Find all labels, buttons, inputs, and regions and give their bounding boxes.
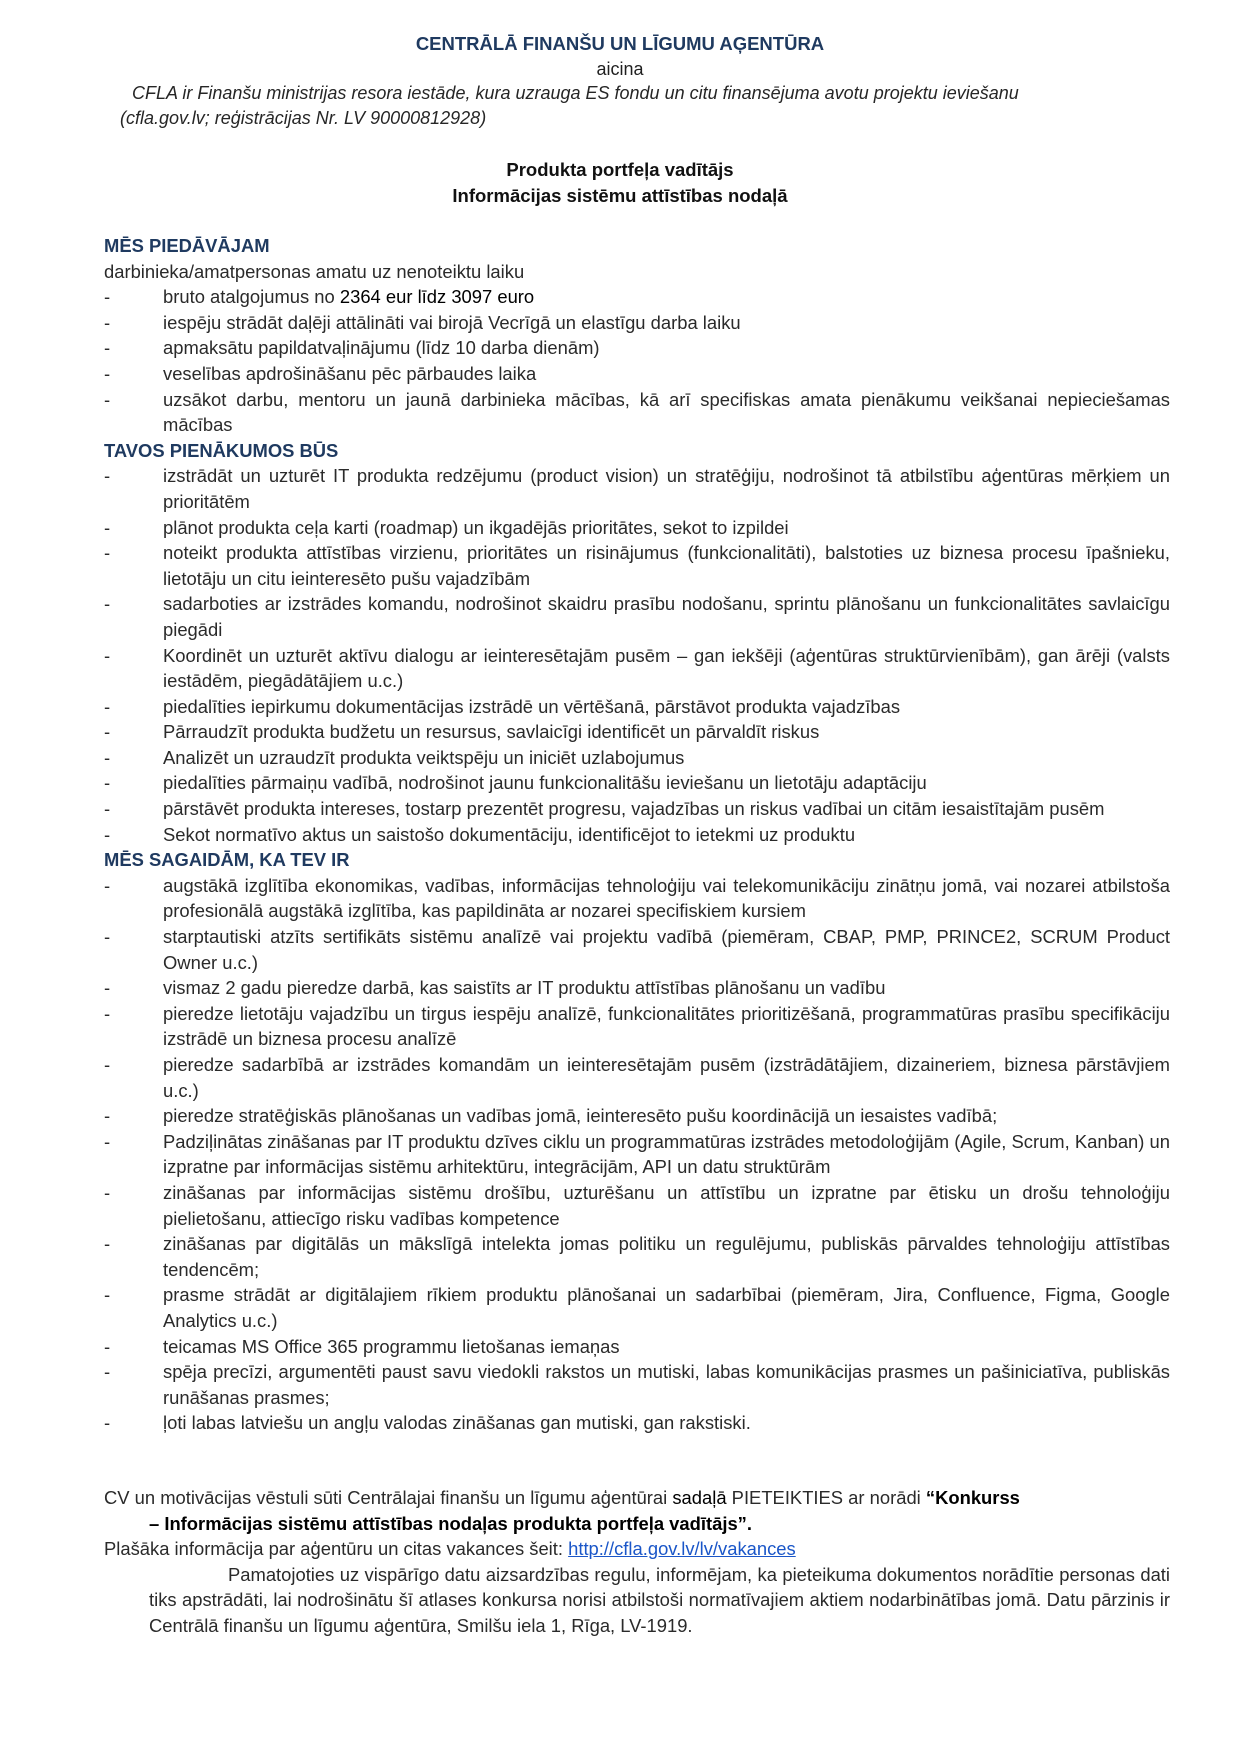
list-dash: - [104,311,111,333]
privacy-notice: Pamatojoties uz vispārīgo datu aizsardzības regulu, informējam, ka pieteikuma dokumentos norādītie personas dati tiks apstrādāti, lai nodrošinātu šī atlases konkursa norisi atbilstoši normatīvajiem aktiem nodarbinātības jomā. Datu pārzinis ir Centrālā finanšu un līgumu aģentūra, Smilšu iela 1, Rīga, LV-1919. [149,1563,1170,1636]
offer-item-text: uzsākot darbu, mentoru un jaunā darbinieka mācības, kā arī specifiskas amata pienākumu veikšanai nepieciešamas mācības [163,388,1170,436]
requirement-item [104,924,1170,975]
requirement-item-text: Padziļinātas zināšanas par IT produktu dzīves ciklu un programmatūras izstrādes metodoloģijām (Agile, Scrum, Kanban) un izpratne par informācijas sistēmu arhitektūru, integrācijām, API un datu struktūrām [163,1130,1170,1178]
requirement-item [104,1103,1170,1129]
requirement-item [104,1410,1170,1436]
list-dash: - [104,644,111,666]
more-info-text: Plašāka informācija par aģentūru un citas vakances šeit: [104,1538,569,1560]
duty-item [104,822,1170,848]
offer-heading: MĒS PIEDĀVĀJAM [104,235,270,256]
requirements-heading: MĒS SAGAIDĀM, KA TEV IR [104,849,350,871]
requirements-list [104,873,1170,1436]
list-dash: - [104,746,111,768]
duty-item [104,540,1170,591]
offer-item-text: apmaksātu papildatvaļinājumu (līdz 10 darba dienām) [163,337,600,359]
requirement-item-text: ļoti labas latviešu un angļu valodas zināšanas gan mutiski, gan rakstiski. [163,1412,751,1434]
list-dash: - [104,1105,111,1127]
requirement-item-text: vismaz 2 gadu pieredze darbā, kas saistīts ar IT produktu attīstības plānošanu un vadību [163,977,886,999]
requirement-item-text: pieredze sadarbībā ar izstrādes komandām un ieinteresētajām pusēm (izstrādātājiem, dizaineriem, biznesa pārstāvjiem u.c.) [163,1054,1170,1101]
requirement-item-text: prasme strādāt ar digitālajiem rīkiem produktu plānošanai un sadarbībai (piemēram, Jira, Confluence, Figma, Google Analytics u.c.) [163,1284,1170,1331]
list-dash: - [104,798,111,820]
list-dash: - [104,1002,111,1024]
duties-list [104,463,1170,847]
apply-quote-end: – Informācijas sistēmu attīstības nodaļas produkta portfeļa vadītājs”. [149,1512,752,1534]
requirement-item [104,1231,1170,1282]
duty-item-text: piedalīties pārmaiņu vadībā, nodrošinot jaunu funkcionalitāšu ieviešanu un lietotāju adaptāciju [163,772,927,794]
list-dash: - [104,721,111,743]
organization-name: CENTRĀLĀ FINANŠU UN LĪGUMU AĢENTŪRA [415,33,825,54]
list-dash: - [104,1181,111,1203]
document-footer [104,1485,1170,1639]
apply-quote-line [104,1511,1170,1537]
duty-item-text: Pārraudzīt produkta budžetu un resursus, savlaicīgi identificēt un pārvaldīt riskus [163,721,820,743]
apply-instructions [104,1485,1170,1511]
list-dash: - [104,1233,111,1255]
duty-item [104,719,1170,745]
list-dash: - [104,695,111,717]
organization-description [120,81,1120,131]
requirement-item-text: teicamas MS Office 365 programmu lietošanas iemaņas [163,1335,620,1357]
invites-text: aicina [596,59,644,79]
list-dash: - [104,1361,111,1383]
apply-text-2: PIETEIKTIES ar norādi [726,1487,926,1508]
duty-item-text: Sekot normatīvo aktus un saistošo dokumentāciju, identificējot to ietekmi uz produktu [163,823,856,845]
duty-item [104,796,1170,822]
list-dash: - [104,465,111,487]
requirement-item-text: augstākā izglītība ekonomikas, vadības, informācijas tehnoloģiju vai telekomunikāciju zinātņu jomā, vai nozarei atbilstoša profesionālā augstākā izglītība, kas papildināta ar nozarei specifiskiem kursiem [163,874,1170,922]
position-title-block [0,157,1240,209]
list-dash: - [104,977,111,999]
requirement-item [104,1334,1170,1360]
list-dash: - [104,1412,111,1434]
requirement-item [104,1282,1170,1333]
offer-intro: darbinieka/amatpersonas amatu uz nenoteiktu laiku [104,260,525,282]
description-line-2: (cfla.gov.lv; reģistrācijas Nr. LV 90000812928) [120,108,487,128]
offer-item-text: veselības apdrošināšanu pēc pārbaudes laika [163,362,537,384]
requirement-item [104,873,1170,924]
requirement-item [104,1359,1170,1410]
duty-item-text: pārstāvēt produkta intereses, tostarp prezentēt progresu, vajadzības un riskus vadībai un citām iesaistītajām pusēm [163,798,1105,820]
requirement-item-text: pieredze stratēģiskās plānošanas un vadības jomā, ieinteresēto pušu koordinācijā un iesaistes vadībā; [163,1105,998,1127]
apply-text: CV un motivācijas vēstuli sūti Centrālajai finanšu un līgumu aģentūrai [104,1487,673,1508]
offer-list [104,310,1170,438]
list-dash: - [104,516,111,538]
duties-heading: TAVOS PIENĀKUMOS BŪS [104,439,339,461]
list-dash: - [104,388,111,410]
list-dash: - [104,542,111,564]
requirement-item [104,975,1170,1001]
apply-quote-start: “Konkurss [925,1487,1020,1508]
document-header [0,31,1240,131]
list-dash: - [104,1130,111,1152]
salary-range: 2364 eur līdz 3097 euro [339,286,535,308]
list-dash: - [104,337,111,359]
requirement-item-text: pieredze lietotāju vajadzību un tirgus iespēju analīzē, funkcionalitātes prioritizēšanā, programmatūras prasību specifikāciju izstrādē un biznesa procesu analīzē [163,1002,1170,1050]
requirement-item-text: spēja precīzi, argumentēti paust savu viedokli rakstos un mutiski, labas komunikācijas prasmes un pašiniciatīva, publiskās runāšanas prasmes; [163,1361,1170,1408]
position-title: Produkta portfeļa vadītājs [506,159,734,180]
requirement-item [104,1129,1170,1180]
requirement-item [104,1180,1170,1231]
offer-item [104,387,1170,438]
list-dash: - [104,593,111,615]
list-dash: - [104,1054,111,1075]
duty-item-text: plānot produkta ceļa karti (roadmap) un ikgadējās prioritātes, sekot to izpildei [163,516,789,538]
list-dash: - [104,823,111,845]
duty-item [104,463,1170,514]
salary-prefix: bruto atalgojumus no [163,286,340,308]
duty-item [104,515,1170,541]
requirement-item [104,1052,1170,1103]
requirement-item-text: zināšanas par digitālās un mākslīgā intelekta jomas politiku un regulējumu, publiskās pārvaldes tehnoloģiju attīstības tendencēm; [163,1233,1170,1280]
duty-item [104,694,1170,720]
offer-item-text: iespēju strādāt daļēji attālināti vai birojā Vecrīgā un elastīgu darba laiku [163,311,741,333]
list-dash: - [104,772,111,794]
list-dash: - [104,1335,111,1357]
description-line-1: CFLA ir Finanšu ministrijas resora iestāde, kura uzrauga ES fondu un citu finansējuma avotu projektu ieviešanu [132,83,1019,103]
more-info [104,1536,1170,1562]
duty-item-text: Koordinēt un uzturēt aktīvu dialogu ar ieinteresētajām pusēm – gan iekšēji (aģentūras struktūrvienībām), gan ārēji (valsts iestādēm, piegādātājiem u.c.) [163,644,1170,692]
offer-item [104,335,1170,361]
list-dash: - [104,874,111,896]
apply-section-word: sadaļā [672,1487,727,1508]
duty-item-text: noteikt produkta attīstības virzienu, prioritātes un risinājumus (funkcionalitāti), balstoties uz biznesa procesu īpašnieku, lietotāju un citu ieinteresēto pušu vajadzībām [163,542,1170,589]
duty-item [104,745,1170,771]
duty-item-text: izstrādāt un uzturēt IT produkta redzējumu (product vision) un stratēģiju, nodrošinot tā atbilstību aģentūras mērķiem un prioritātēm [163,465,1170,512]
vacancies-link[interactable]: http://cfla.gov.lv/lv/vakances [568,1538,796,1560]
list-dash: - [104,362,111,384]
requirement-item [104,1001,1170,1052]
list-dash: - [104,926,111,948]
offer-item-salary [104,284,1170,310]
main-content [104,233,1170,1436]
offer-item [104,361,1170,387]
duty-item [104,591,1170,642]
requirement-item-text: starptautiski atzīts sertifikāts sistēmu analīzē vai projektu vadībā (piemēram, CBAP, PMP, PRINCE2, SCRUM Product Owner u.c.) [163,926,1170,973]
position-department: Informācijas sistēmu attīstības nodaļā [452,185,788,206]
offer-item [104,310,1170,336]
list-dash: - [104,286,111,308]
list-dash: - [104,1284,111,1306]
duty-item [104,770,1170,796]
duty-item-text: Analizēt un uzraudzīt produkta veiktspēju un iniciēt uzlabojumus [163,746,685,768]
duty-item-text: piedalīties iepirkumu dokumentācijas izstrādē un vērtēšanā, pārstāvot produkta vajadzības [163,695,901,717]
duty-item [104,643,1170,694]
requirement-item-text: zināšanas par informācijas sistēmu drošību, uzturēšanu un attīstību un izpratne par ētisku un drošu tehnoloģiju pielietošanu, attiecīgo risku vadības kompetence [163,1181,1170,1229]
duty-item-text: sadarboties ar izstrādes komandu, nodrošinot skaidru prasību nodošanu, sprintu plānošanu un funkcionalitātes savlaicīgu piegādi [163,593,1170,640]
